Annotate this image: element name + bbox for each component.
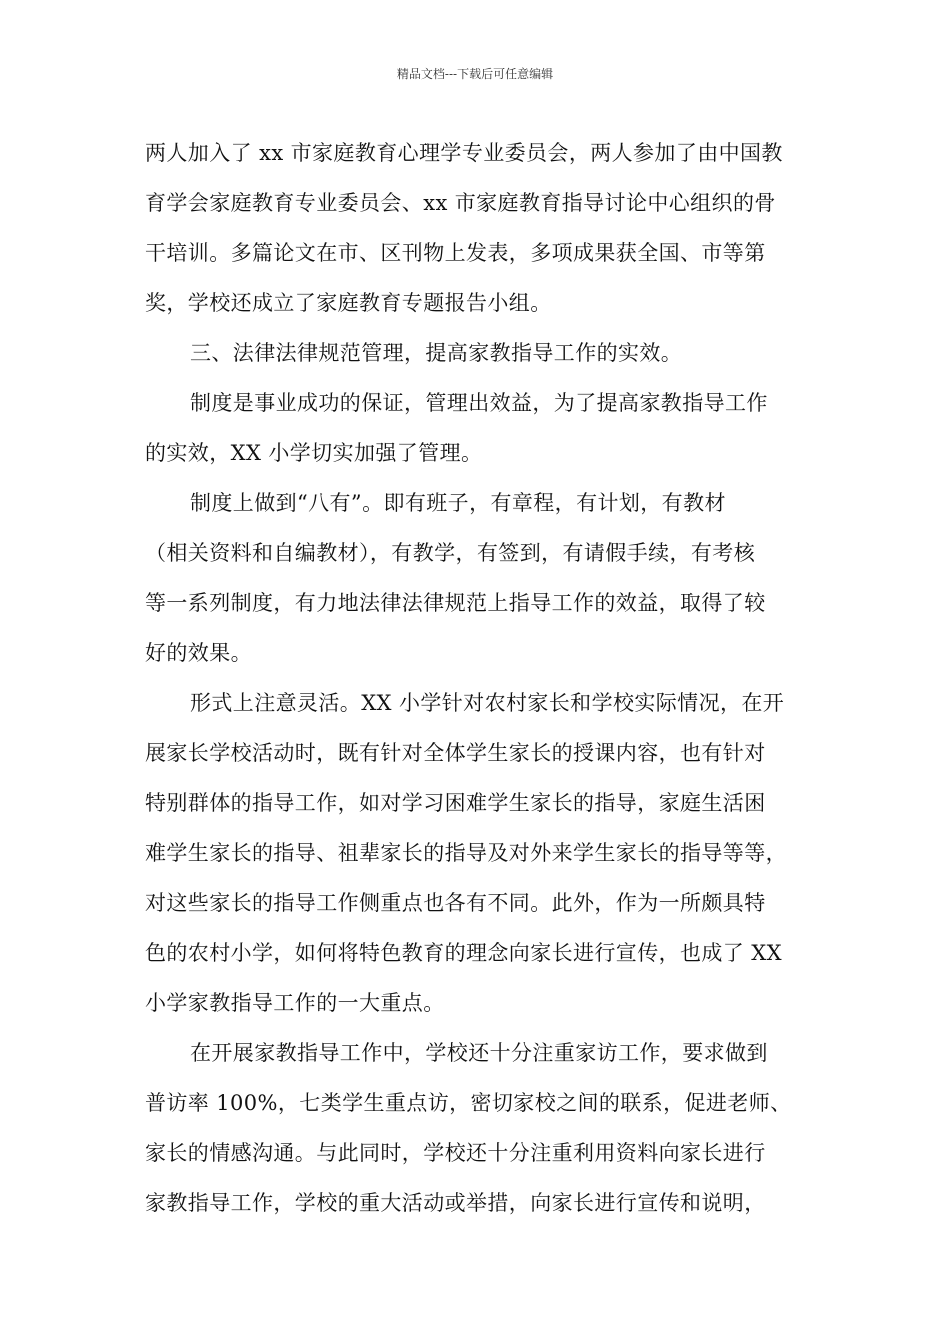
text-line: 制度是事业成功的保证，管理出效益，为了提高家教指导工作	[190, 391, 768, 415]
text-line: 制度上做到“八有”。即有班子，有章程，有计划，有教材	[190, 491, 726, 515]
text-line: 难学生家长的指导、祖辈家长的指导及对外来学生家长的指导等等，	[145, 841, 787, 865]
text-line: 好的效果。	[145, 641, 252, 665]
text-line: 等一系列制度，有力地法律法律规范上指导工作的效益，取得了较	[145, 591, 766, 615]
page-header: 精品文档---下载后可任意编辑	[396, 67, 554, 81]
text-line: （相关资料和自编教材），有教学，有签到，有请假手续，有考核	[145, 541, 756, 565]
section-heading: 三、法律法律规范管理，提高家教指导工作的实效。	[190, 341, 683, 365]
text-line: 在开展家教指导工作中，学校还十分注重家访工作，要求做到	[190, 1041, 768, 1065]
text-line: 形式上注意灵活。XX 小学针对农村家长和学校实际情况，在开	[190, 691, 785, 715]
text-line: 两人加入了 xx 市家庭教育心理学专业委员会，两人参加了由中国教	[145, 141, 783, 165]
text-line: 的实效，XX 小学切实加强了管理。	[145, 441, 483, 465]
document-body	[145, 128, 825, 1228]
text-line: 家教指导工作，学校的重大活动或举措，向家长进行宣传和说明，	[145, 1191, 766, 1215]
text-line: 对这些家长的指导工作侧重点也各有不同。此外，作为一所颇具特	[145, 891, 766, 915]
text-line: 普访率 100%，七类学生重点访，密切家校之间的联系，促进老师、	[145, 1091, 792, 1115]
text-line: 奖，学校还成立了家庭教育专题报告小组。	[145, 291, 552, 315]
text-line: 小学家教指导工作的一大重点。	[145, 991, 445, 1015]
text-line: 干培训。多篇论文在市、区刊物上发表，多项成果获全国、市等第	[145, 241, 766, 265]
text-line: 色的农村小学，如何将特色教育的理念向家长进行宣传，也成了 XX	[145, 941, 782, 965]
text-line: 特别群体的指导工作，如对学习困难学生家长的指导，家庭生活困	[145, 791, 766, 815]
text-line: 家长的情感沟通。与此同时，学校还十分注重利用资料向家长进行	[145, 1141, 766, 1165]
text-line: 育学会家庭教育专业委员会、xx 市家庭教育指导讨论中心组织的骨	[145, 191, 776, 215]
text-line: 展家长学校活动时，既有针对全体学生家长的授课内容，也有针对	[145, 741, 766, 765]
